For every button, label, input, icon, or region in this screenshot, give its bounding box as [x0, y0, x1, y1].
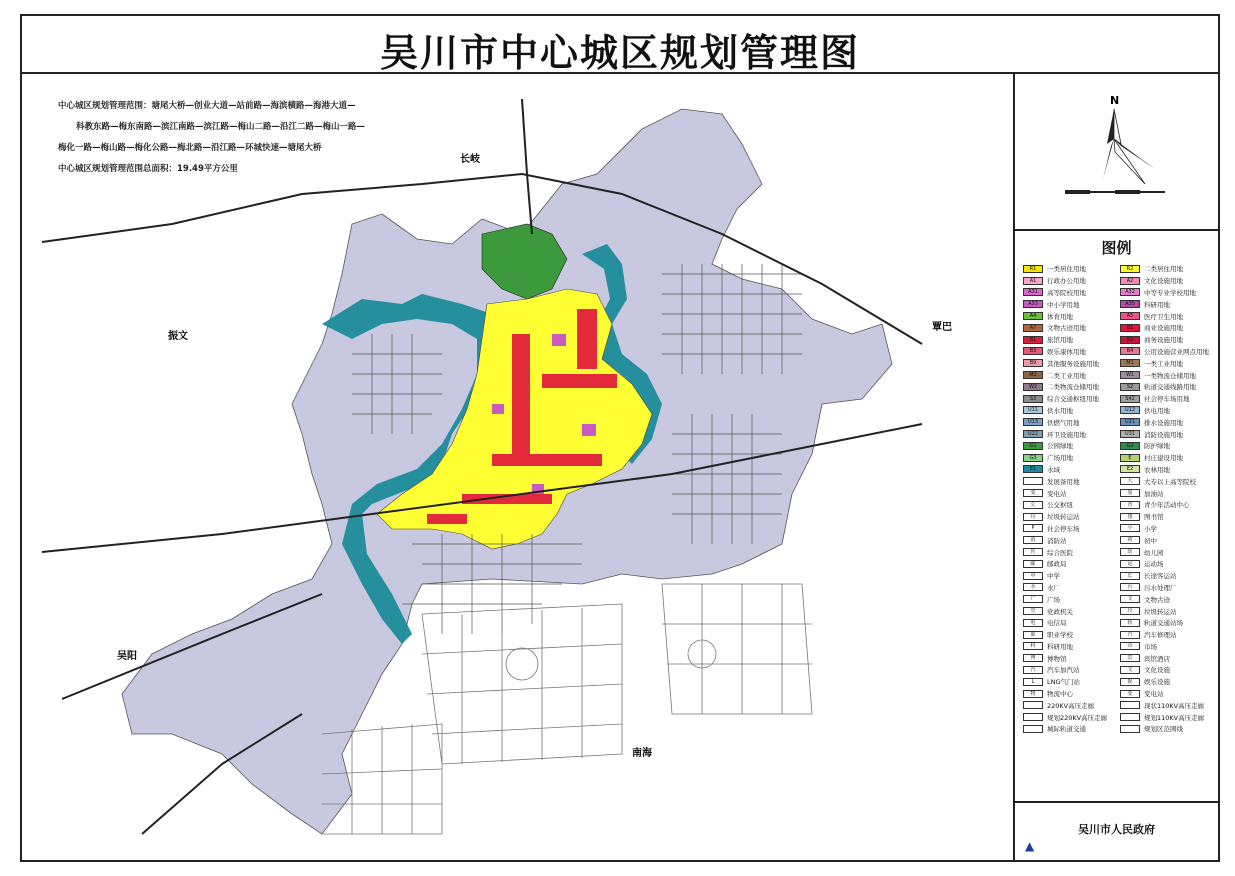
- legend-label: 娱乐康体用地: [1047, 347, 1086, 356]
- legend-item: [1120, 287, 1213, 299]
- legend-item: [1023, 664, 1116, 676]
- legend-swatch: 小: [1120, 524, 1140, 532]
- legend-swatch: B3: [1023, 347, 1043, 355]
- legend-item: [1120, 593, 1213, 605]
- legend-item: [1023, 405, 1116, 417]
- legend-label: 消防设施用地: [1144, 430, 1183, 439]
- legend-label: 文物古迹: [1144, 595, 1170, 604]
- legend-label: 科研用地: [1144, 300, 1170, 309]
- legend-label: 广场: [1047, 595, 1060, 604]
- legend-item: [1120, 499, 1213, 511]
- legend-swatch: U11: [1023, 406, 1043, 414]
- legend-label: 综合医院: [1047, 548, 1073, 557]
- legend-item: [1023, 393, 1116, 405]
- legend-swatch: R1: [1023, 265, 1043, 273]
- place-changqi: 长岐: [460, 154, 480, 165]
- legend-item: [1023, 322, 1116, 334]
- legend-swatch: 市: [1120, 642, 1140, 650]
- legend-label: 消防站: [1047, 536, 1067, 545]
- legend-item: [1023, 652, 1116, 664]
- legend-label: 小学: [1144, 524, 1157, 533]
- legend-item: [1023, 346, 1116, 358]
- legend-item: [1120, 711, 1213, 723]
- legend-swatch: 公: [1023, 501, 1043, 509]
- legend-item: [1023, 593, 1116, 605]
- legend-label: 博物馆: [1047, 654, 1067, 663]
- government-logo-icon: ▲: [1025, 839, 1035, 853]
- legend-swatch: 变: [1023, 489, 1043, 497]
- legend-label: 规划110KV高压走廊: [1144, 713, 1205, 722]
- legend-item: [1023, 558, 1116, 570]
- legend-label: 物流中心: [1047, 690, 1073, 699]
- legend-swatch: [1120, 701, 1140, 709]
- legend-label: 轨道交通站场: [1144, 619, 1183, 628]
- legend-item: [1120, 405, 1213, 417]
- legend-label: 文化设施: [1144, 666, 1170, 675]
- right-panel: [1013, 74, 1218, 860]
- legend-item: [1120, 629, 1213, 641]
- legend-label: 变电站: [1144, 690, 1164, 699]
- legend-swatch: U21: [1120, 418, 1140, 426]
- legend-swatch: E1: [1023, 465, 1043, 473]
- legend-item: [1023, 334, 1116, 346]
- legend-swatch: [1120, 725, 1140, 733]
- legend-label: 现状110KV高压走廊: [1144, 701, 1205, 710]
- legend-item: [1120, 534, 1213, 546]
- legend-item: [1023, 475, 1116, 487]
- legend-swatch: 大: [1120, 477, 1140, 485]
- legend-label: 职业学校: [1047, 631, 1073, 640]
- legend-swatch: 汽: [1120, 631, 1140, 639]
- legend-swatch: B9: [1023, 359, 1043, 367]
- legend-item: [1023, 452, 1116, 464]
- legend-item: [1023, 287, 1116, 299]
- legend-item: [1120, 688, 1213, 700]
- legend-label: 邮政局: [1047, 560, 1067, 569]
- legend-label: LNG气门站: [1047, 678, 1081, 687]
- legend-item: [1023, 629, 1116, 641]
- legend-item: [1023, 534, 1116, 546]
- legend-label: 公园绿地: [1047, 442, 1073, 451]
- legend-swatch: G3: [1023, 454, 1043, 462]
- legend-label: 二类居住用地: [1144, 265, 1183, 274]
- legend-item: [1120, 428, 1213, 440]
- legend-swatch: 中: [1023, 572, 1043, 580]
- legend-item: [1023, 298, 1116, 310]
- legend-swatch: 加: [1120, 489, 1140, 497]
- legend-label: 宾馆酒店: [1144, 654, 1170, 663]
- legend-item: [1120, 723, 1213, 735]
- legend-swatch: 垃: [1120, 607, 1140, 615]
- legend-item: [1120, 310, 1213, 322]
- legend-item: [1023, 487, 1116, 499]
- legend-swatch: A32: [1120, 288, 1140, 296]
- legend-label: 汽车加汽站: [1047, 666, 1080, 675]
- legend-label: 医疗卫生用地: [1144, 312, 1183, 321]
- title-bar: [22, 16, 1218, 74]
- legend-item: [1023, 605, 1116, 617]
- legend-swatch: 青: [1120, 501, 1140, 509]
- legend-swatch: 医: [1023, 548, 1043, 556]
- place-wuyang: 吴阳: [117, 651, 137, 662]
- legend-item: [1023, 688, 1116, 700]
- legend-label: 环卫设施用地: [1047, 430, 1086, 439]
- legend-label: 加油站: [1144, 489, 1164, 498]
- scope-area: 中心城区规划管理范围总面积：19.49平方公里: [58, 164, 238, 174]
- legend-swatch: 垃: [1023, 513, 1043, 521]
- legend-label: 市场: [1144, 642, 1157, 651]
- legend-item: [1023, 275, 1116, 287]
- legend-item: [1120, 275, 1213, 287]
- legend-label: 城际轨道交通: [1047, 725, 1086, 734]
- legend-label: 文物古迹用地: [1047, 324, 1086, 333]
- government-name: 吴川市人民政府: [1078, 823, 1155, 836]
- legend-swatch: 初: [1120, 536, 1140, 544]
- legend-label: 初中: [1144, 536, 1157, 545]
- legend-swatch: 运: [1120, 560, 1140, 568]
- legend-swatch: S3: [1023, 395, 1043, 403]
- legend-item: [1120, 464, 1213, 476]
- legend-swatch: 长: [1120, 572, 1140, 580]
- legend-item: [1120, 699, 1213, 711]
- legend-swatch: M2: [1023, 371, 1043, 379]
- legend-item: [1023, 523, 1116, 535]
- legend-label: 中等专业学校用地: [1144, 288, 1196, 297]
- legend-item: [1120, 546, 1213, 558]
- legend-swatch: W2: [1023, 383, 1043, 391]
- legend-swatch: 电: [1023, 619, 1043, 627]
- legend-swatch: 污: [1120, 583, 1140, 591]
- compass-box: [1015, 74, 1218, 231]
- legend-label: 供燃气用地: [1047, 418, 1080, 427]
- legend-swatch: S42: [1120, 395, 1140, 403]
- legend-swatch: 幼: [1120, 548, 1140, 556]
- legend-label: 水厂: [1047, 583, 1060, 592]
- legend-swatch: 文: [1120, 666, 1140, 674]
- legend-item: [1023, 464, 1116, 476]
- legend-swatch: A2: [1120, 277, 1140, 285]
- legend-label: 娱乐设施: [1144, 678, 1170, 687]
- legend-label: 垃圾转运站: [1144, 607, 1177, 616]
- scope-line-1: 中心城区规划管理范围：塘尾大桥—创业大道—站前路—海滨横路—海港大道—: [58, 101, 356, 111]
- legend-label: 幼儿园: [1144, 548, 1164, 557]
- legend-item: [1023, 440, 1116, 452]
- legend-item: [1120, 298, 1213, 310]
- legend-swatch: A31: [1023, 288, 1043, 296]
- legend-item: [1120, 416, 1213, 428]
- legend-swatch: G1: [1023, 442, 1043, 450]
- legend-item: [1120, 381, 1213, 393]
- legend-item: [1023, 511, 1116, 523]
- legend-label: 党政机关: [1047, 607, 1073, 616]
- legend: [1015, 231, 1218, 803]
- legend-item: [1120, 452, 1213, 464]
- legend-item: [1023, 676, 1116, 688]
- legend-label: 行政办公用地: [1047, 277, 1086, 286]
- legend-item: [1023, 310, 1116, 322]
- legend-swatch: 职: [1023, 631, 1043, 639]
- legend-label: 轨道交通线路用地: [1144, 383, 1196, 392]
- legend-swatch: 文: [1120, 595, 1140, 603]
- legend-label: 一类物流仓储用地: [1144, 371, 1196, 380]
- legend-label: 一类工业用地: [1144, 359, 1183, 368]
- legend-swatch: 广: [1023, 595, 1043, 603]
- legend-item: [1023, 263, 1116, 275]
- legend-swatch: A5: [1120, 312, 1140, 320]
- legend-label: 运动场: [1144, 560, 1164, 569]
- legend-label: 大专以上高等院校: [1144, 477, 1196, 486]
- legend-swatch: 物: [1023, 690, 1043, 698]
- legend-label: 旅馆用地: [1047, 336, 1073, 345]
- legend-item: [1120, 322, 1213, 334]
- legend-swatch: G2: [1120, 442, 1140, 450]
- legend-swatch: A1: [1023, 277, 1043, 285]
- legend-label: 中学: [1047, 572, 1060, 581]
- legend-label: 图书馆: [1144, 513, 1164, 522]
- legend-swatch: B2: [1120, 336, 1140, 344]
- legend-swatch: U12: [1120, 406, 1140, 414]
- legend-swatch: L: [1023, 678, 1043, 686]
- legend-item: [1023, 617, 1116, 629]
- legend-label: 科研用地: [1047, 642, 1073, 651]
- scope-line-3: 梅化一路—梅山路—梅化公路—梅北路—沿江路—环城快速—塘尾大桥: [58, 143, 322, 153]
- legend-item: [1023, 641, 1116, 653]
- legend-item: [1120, 511, 1213, 523]
- legend-title: 图例: [1101, 239, 1132, 257]
- legend-label: 村庄建设用地: [1144, 454, 1183, 463]
- legend-item: [1023, 723, 1116, 735]
- legend-label: 规划区范围线: [1144, 725, 1183, 734]
- legend-label: 商业设施用地: [1144, 324, 1183, 333]
- legend-swatch: [1023, 477, 1043, 485]
- legend-item: [1023, 546, 1116, 558]
- legend-swatch: 图: [1120, 513, 1140, 521]
- legend-label: 排水设施用地: [1144, 418, 1183, 427]
- legend-label: 规划220KV高压走廊: [1047, 713, 1108, 722]
- legend-item: [1023, 499, 1116, 511]
- legend-label: 社会停车场用地: [1144, 395, 1190, 404]
- legend-swatch: 汽: [1023, 666, 1043, 674]
- legend-swatch: B1: [1120, 324, 1140, 332]
- legend-item: [1023, 369, 1116, 381]
- legend-item: [1120, 676, 1213, 688]
- page-title: 吴川市中心城区规划管理图: [379, 31, 860, 75]
- legend-label: 汽车修理站: [1144, 631, 1177, 640]
- legend-label: 文化设施用地: [1144, 277, 1183, 286]
- legend-item: [1120, 369, 1213, 381]
- legend-label: 一类居住用地: [1047, 265, 1086, 274]
- legend-label: 发展备用地: [1047, 477, 1080, 486]
- legend-item: [1120, 558, 1213, 570]
- legend-label: 电信局: [1047, 619, 1067, 628]
- scope-description: [58, 96, 418, 180]
- legend-label: 公交枢纽: [1047, 501, 1073, 510]
- legend-label: 社会停车场: [1047, 524, 1080, 533]
- legend-swatch: 宾: [1120, 654, 1140, 662]
- legend-swatch: 科: [1023, 642, 1043, 650]
- legend-swatch: A35: [1120, 300, 1140, 308]
- legend-item: [1120, 357, 1213, 369]
- north-label: N: [1110, 94, 1120, 107]
- legend-label: 中小学用地: [1047, 300, 1080, 309]
- legend-item: [1023, 699, 1116, 711]
- legend-swatch: 变: [1120, 690, 1140, 698]
- legend-label: 供水用地: [1047, 406, 1073, 415]
- legend-label: 其他服务设施用地: [1047, 359, 1099, 368]
- legend-label: 污水处理厂: [1144, 583, 1177, 592]
- government-box: [1015, 803, 1218, 858]
- legend-swatch: [1023, 701, 1043, 709]
- legend-label: 二类工业用地: [1047, 371, 1086, 380]
- legend-item: [1023, 428, 1116, 440]
- legend-label: 商务设施用地: [1144, 336, 1183, 345]
- legend-item: [1120, 440, 1213, 452]
- legend-swatch: 水: [1023, 583, 1043, 591]
- legend-label: 供电用地: [1144, 406, 1170, 415]
- legend-grid: [1023, 263, 1213, 735]
- legend-label: 长途客运站: [1144, 572, 1177, 581]
- legend-swatch: 消: [1023, 536, 1043, 544]
- legend-swatch: [1120, 713, 1140, 721]
- legend-swatch: B4: [1120, 347, 1140, 355]
- legend-label: 二类物流仓储用地: [1047, 383, 1099, 392]
- legend-swatch: A4: [1023, 312, 1043, 320]
- legend-label: 农林用地: [1144, 465, 1170, 474]
- legend-label: 变电站: [1047, 489, 1067, 498]
- legend-swatch: U31: [1120, 430, 1140, 438]
- legend-swatch: 轨: [1120, 619, 1140, 627]
- map-svg: [22, 74, 1012, 860]
- place-zhenwen: 振文: [168, 331, 188, 342]
- legend-label: 220KV高压走廊: [1047, 701, 1095, 710]
- legend-label: 综合交通枢纽用地: [1047, 395, 1099, 404]
- legend-swatch: R2: [1120, 265, 1140, 273]
- legend-item: [1023, 416, 1116, 428]
- legend-item: [1120, 487, 1213, 499]
- legend-swatch: B1: [1023, 336, 1043, 344]
- legend-item: [1023, 357, 1116, 369]
- legend-item: [1120, 263, 1213, 275]
- legend-swatch: 博: [1023, 654, 1043, 662]
- north-arrow-icon: [1015, 74, 1218, 229]
- legend-swatch: U22: [1023, 430, 1043, 438]
- legend-item: [1120, 605, 1213, 617]
- legend-item: [1120, 582, 1213, 594]
- legend-swatch: A7: [1023, 324, 1043, 332]
- legend-swatch: 娱: [1120, 678, 1140, 686]
- place-nanhai: 南海: [632, 748, 652, 759]
- legend-label: 公用设施营业网点用地: [1144, 347, 1209, 356]
- legend-swatch: 党: [1023, 607, 1043, 615]
- legend-item: [1120, 570, 1213, 582]
- legend-swatch: W1: [1120, 371, 1140, 379]
- legend-item: [1120, 523, 1213, 535]
- legend-label: 高等院校用地: [1047, 288, 1086, 297]
- legend-swatch: P: [1023, 524, 1043, 532]
- legend-label: 垃圾转运站: [1047, 513, 1080, 522]
- scope-line-2: 科教东路—梅东南路—滨江南路—滨江路—梅山二路—沿江二路—梅山一路—: [76, 122, 366, 132]
- legend-label: 青少年活动中心: [1144, 501, 1190, 510]
- legend-swatch: [1023, 725, 1043, 733]
- legend-item: [1120, 664, 1213, 676]
- legend-swatch: U13: [1023, 418, 1043, 426]
- map-canvas[interactable]: [22, 74, 1012, 860]
- legend-item: [1120, 641, 1213, 653]
- legend-swatch: E2: [1120, 465, 1140, 473]
- legend-label: 广场用地: [1047, 454, 1073, 463]
- legend-item: [1120, 617, 1213, 629]
- legend-swatch: A33: [1023, 300, 1043, 308]
- legend-swatch: E: [1120, 454, 1140, 462]
- legend-item: [1023, 381, 1116, 393]
- legend-item: [1120, 334, 1213, 346]
- legend-label: 体育用地: [1047, 312, 1073, 321]
- legend-item: [1023, 570, 1116, 582]
- legend-swatch: [1023, 713, 1043, 721]
- legend-label: 水域: [1047, 465, 1060, 474]
- legend-item: [1023, 582, 1116, 594]
- legend-label: 防护绿地: [1144, 442, 1170, 451]
- legend-swatch: M1: [1120, 359, 1140, 367]
- legend-item: [1023, 711, 1116, 723]
- legend-item: [1120, 652, 1213, 664]
- legend-swatch: 邮: [1023, 560, 1043, 568]
- legend-item: [1120, 346, 1213, 358]
- place-qinba: 覃巴: [932, 322, 952, 333]
- legend-swatch: S2: [1120, 383, 1140, 391]
- legend-item: [1120, 393, 1213, 405]
- legend-item: [1120, 475, 1213, 487]
